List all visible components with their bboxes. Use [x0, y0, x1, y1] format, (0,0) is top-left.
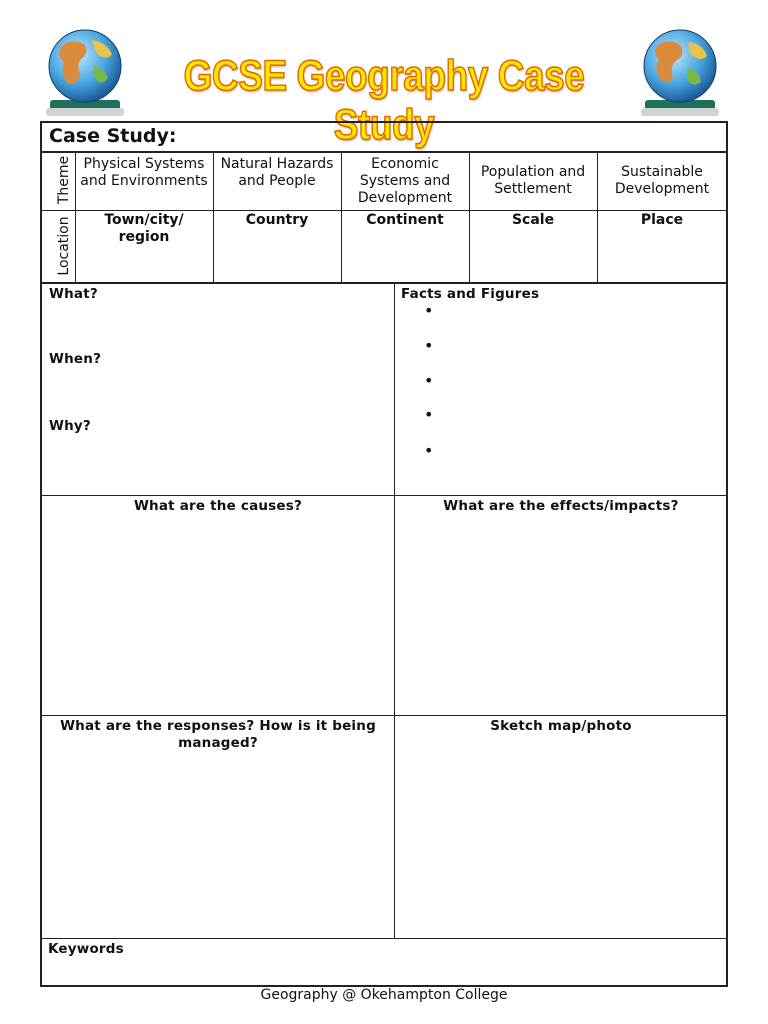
fact-bullet: • — [424, 301, 434, 320]
effects-title: What are the effects/impacts? — [443, 498, 679, 514]
divider — [41, 495, 727, 496]
keywords-title: Keywords — [48, 941, 124, 957]
page-title: GCSE Geography Case Study — [183, 52, 585, 149]
divider — [341, 152, 342, 282]
location-continent: Continent — [366, 212, 444, 228]
when-label: When? — [49, 351, 102, 367]
theme-natural-hazards: Natural Hazards and People — [220, 156, 334, 189]
causes-title: What are the causes? — [133, 498, 303, 514]
divider — [41, 282, 727, 284]
fact-bullet: • — [424, 405, 434, 424]
what-label: What? — [49, 286, 98, 302]
fact-bullet: • — [424, 441, 434, 460]
divider — [41, 715, 727, 716]
divider — [41, 938, 727, 939]
fact-bullet: • — [424, 371, 434, 390]
divider — [75, 152, 76, 282]
globe-icon — [637, 26, 723, 118]
divider — [469, 152, 470, 282]
divider — [41, 151, 727, 153]
fact-bullet: • — [424, 336, 434, 355]
theme-population: Population and Settlement — [480, 164, 586, 197]
responses-title: What are the responses? How is it being managed? — [60, 718, 376, 751]
sketch-map-title: Sketch map/photo — [490, 718, 632, 734]
divider — [41, 210, 727, 211]
location-town-city: Town/city/ region — [104, 212, 184, 245]
theme-physical-systems: Physical Systems and Environments — [80, 156, 208, 189]
location-place: Place — [640, 212, 684, 228]
location-scale: Scale — [511, 212, 555, 228]
theme-sustainable: Sustainable Development — [614, 164, 710, 197]
globe-icon — [42, 26, 128, 118]
facts-figures-title: Facts and Figures — [401, 286, 540, 302]
case-study-form — [40, 121, 728, 987]
page-footer: Geography @ Okehampton College — [260, 987, 508, 1003]
location-row-label: Location — [56, 216, 72, 276]
case-study-label: Case Study: — [49, 125, 177, 147]
location-country: Country — [245, 212, 309, 228]
divider — [213, 152, 214, 282]
page-header — [0, 0, 768, 149]
theme-economic-systems: Economic Systems and Development — [357, 156, 453, 206]
why-label: Why? — [49, 418, 91, 434]
divider — [597, 152, 598, 282]
divider — [394, 283, 395, 938]
theme-row-label: Theme — [56, 155, 72, 205]
